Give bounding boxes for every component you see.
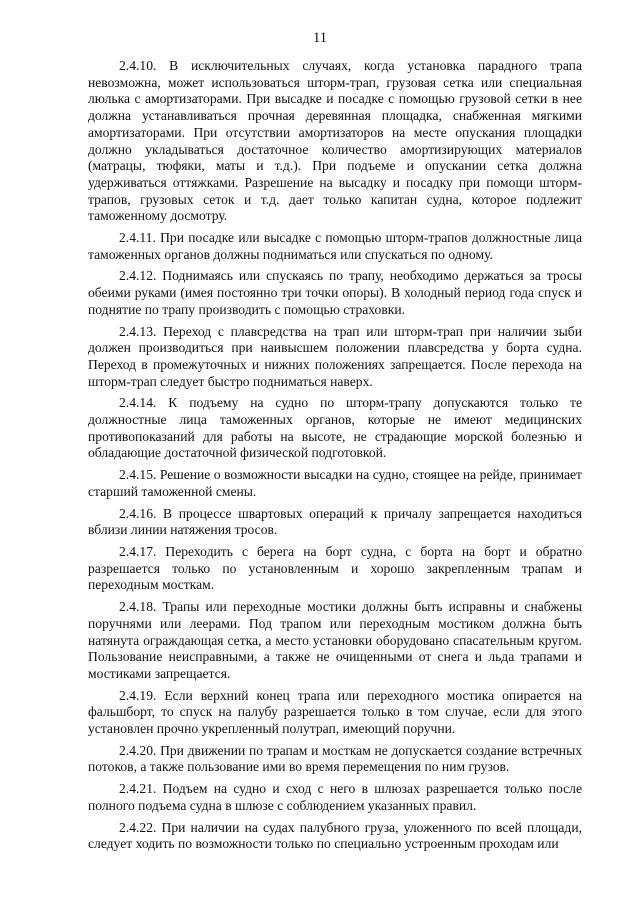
- paragraph-2-4-17: 2.4.17. Переходить с берега на борт судна, с борта на борт и обратно разрешается только по установленным и хорошо закрепленным трапам и переходным мосткам.: [88, 543, 582, 593]
- page-number: 11: [313, 30, 327, 46]
- paragraph-2-4-13: 2.4.13. Переход с плавсредства на трап или шторм-трап при наличии зыби должен производиться при наивысшем положении плавсредства у борта судна. Переход в промежуточных и нижних положениях запрещается. После перехода на шторм-трап следует быстро подниматься наверх.: [88, 323, 582, 389]
- paragraph-2-4-19: 2.4.19. Если верхний конец трапа или переходного мостика опирается на фальшборт, то спуск на палубу разрешается только в том случае, если для этого установлен прочно укрепленный полутрап, имеющий поручни.: [88, 687, 582, 737]
- paragraph-2-4-18: 2.4.18. Трапы или переходные мостики должны быть исправны и снабжены поручнями или леерами. Под трапом или переходным мостиком должна быть натянута ограждающая сетка, а место установки оборудовано спасательным кругом. Пользование неисправными, а также не очищенными от снега и льда трапами и мостиками запрещается.: [88, 599, 582, 681]
- paragraph-2-4-14: 2.4.14. К подъему на судно по шторм-трапу допускаются только те должностные лица таможенных органов, которые не имеют медицинских противопоказаний для работы на высоте, не страдающие морской болезнью и обладающие достаточной физической подготовкой.: [88, 395, 582, 461]
- paragraph-2-4-15: 2.4.15. Решение о возможности высадки на судно, стоящее на рейде, принимает старший таможенной смены.: [88, 467, 582, 499]
- document-body: [88, 58, 582, 858]
- paragraph-2-4-22: 2.4.22. При наличии на судах палубного груза, уложенного по всей площади, следует ходить по возможности только по специально устроенным проходам или: [88, 819, 582, 852]
- paragraph-2-4-21: 2.4.21. Подъем на судно и сход с него в шлюзах разрешается только после полного подъема судна в шлюзе с соблюдением указанных правил.: [88, 781, 582, 813]
- paragraph-2-4-20: 2.4.20. При движении по трапам и мосткам не допускается создание встречных потоков, а также пользование ими во время перемещения по ним грузов.: [88, 742, 582, 775]
- paragraph-2-4-11: 2.4.11. При посадке или высадке с помощью шторм-трапов должностные лица таможенных органов должны подниматься или спускаться по одному.: [88, 230, 582, 262]
- paragraph-2-4-10: 2.4.10. В исключительных случаях, когда установка парадного трапа невозможна, может использоваться шторм-трап, грузовая сетка или специальная люлька с амортизаторами. При высадке и посадке с помощью грузовой сетки в нее должна устанавливаться прочная деревянная площадка, снабженная мягкими амортизаторами. При отсутствии амортизаторов на месте опускания площадки должно укладываться достаточное количество амортизирующих материалов (матрацы, тюфяки, маты и т.д.). При подъеме и опускании сетка должна удерживаться оттяжками. Разрешение на высадку и посадку при помощи шторм-трапов, грузовых сеток и т.д. дает только капитан судна, которое подлежит таможенному досмотру.: [88, 58, 582, 224]
- paragraph-2-4-16: 2.4.16. В процессе швартовых операций к причалу запрещается находиться вблизи линии натяжения тросов.: [88, 505, 582, 538]
- paragraph-2-4-12: 2.4.12. Поднимаясь или спускаясь по трапу, необходимо держаться за тросы обеими руками (имея постоянно три точки опоры). В холодный период года спуск и поднятие по трапу производить с помощью страховки.: [88, 268, 582, 317]
